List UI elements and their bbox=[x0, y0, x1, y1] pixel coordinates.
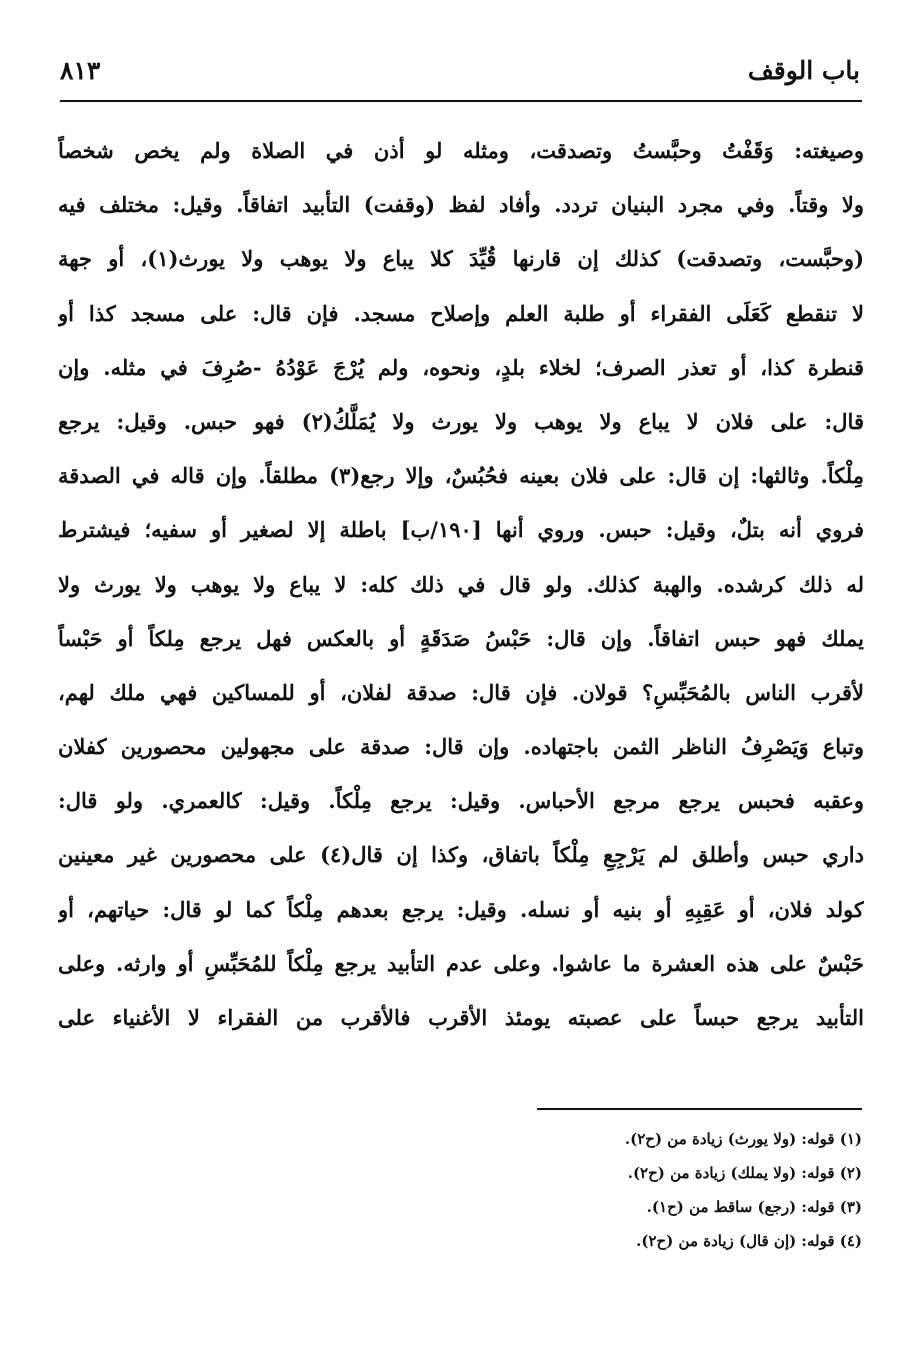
text-line: لأقرب الناس بالمُحَبِّسِ؟ قولان. فإن قال: صدقة لفلان، أو للمساكين فهي ملك لهم، bbox=[58, 679, 864, 705]
text-line: وتباع وَيَصْرِفُ الناظر الثمن باجتهاده. وإن قال: صدقة على مجهولين محصورين كفلان bbox=[58, 734, 864, 760]
footnote: (٤) قوله: (إن قال) زيادة من (ح٢). bbox=[636, 1232, 862, 1250]
chapter-title: باب الوقف bbox=[747, 56, 860, 85]
text-line: وصيغته: وَقَفْتُ وحبَّستُ وتصدقت، ومثله لو أذن في الصلاة ولم يخص شخصاً bbox=[58, 138, 864, 163]
text-line: قنطرة كذا، أو تعذر الصرف؛ لخلاء بلدٍ، ونحوه، ولم يُرْجَ عَوْدُهُ -صُرِفَ في مثله. وإن bbox=[58, 354, 864, 380]
text-line: ولا وقتاً. وفي مجرد البنيان تردد. وأفاد لفظ (وقفت) التأبيد اتفاقاً. وقيل: مختلف فيه bbox=[58, 192, 864, 218]
text-line: وعقبه فحبس يرجع مرجع الأحباس. وقيل: يرجع مِلْكاً. وقيل: كالعمري. ولو قال: bbox=[58, 788, 864, 814]
header-divider bbox=[60, 100, 862, 102]
text-line: يملك فهو حبس اتفاقاً. وإن قال: حَبْسُ صَدَقَةٍ أو بالعكس فهل يرجع مِلكاً أو حَبْساً bbox=[58, 625, 864, 651]
footnote: (٢) قوله: (ولا يملك) زيادة من (ح٢). bbox=[627, 1164, 862, 1182]
text-line: قال: على فلان لا يباع ولا يوهب ولا يورث ولا يُمَلَّكُ(٢) فهو حبس. وقيل: يرجع bbox=[58, 408, 864, 434]
text-line: (وحبَّست، وتصدقت) كذلك إن قارنها قُيِّدَ كلا يباع ولا يوهب ولا يورث(١)، أو جهة bbox=[58, 246, 864, 272]
text-line: داري حبس وأطلق لم يَرْجِعِ مِلْكاً باتفاق، وكذا إن قال(٤) على محصورين غير معينين bbox=[58, 842, 864, 868]
page-header bbox=[60, 52, 860, 96]
text-line: حَبْسٌ على هذه العشرة ما عاشوا. وعلى عدم التأبيد يرجع مِلْكاً للمُحَبِّسِ أو وارثه. وعلى bbox=[58, 950, 864, 976]
text-line: كولد فلان، أو عَقِبِهِ أو بنيه أو نسله. وقيل: يرجع بعدهم مِلْكاً كما لو قال: حياتهم، أو bbox=[58, 896, 864, 922]
text-line: لا تنقطع كَعَلَى الفقراء أو طلبة العلم وإصلاح مسجد. فإن قال: على مسجد كذا أو bbox=[58, 300, 864, 326]
text-line: فروي أنه بتلٌ، وقيل: حبس. وروي أنها [١٩٠/ب] باطلة إلا لصغير أو سفيه؛ فيشترط bbox=[58, 517, 864, 543]
footnote: (١) قوله: (ولا يورث) زيادة من (ح٢). bbox=[624, 1130, 862, 1148]
text-line: التأبيد يرجع حبساً على عصبته يومئذ الأقرب فالأقرب من الفقراء لا الأغنياء على bbox=[58, 1005, 864, 1030]
page-number: ٨١٣ bbox=[60, 56, 101, 85]
footnotes bbox=[442, 1122, 862, 1258]
text-line: مِلْكاً. وثالثها: إن قال: على فلان بعينه فحُبُسٌ، وإلا رجع(٣) مطلقاً. وإن قاله في الصدقة bbox=[58, 463, 864, 489]
footnote: (٣) قوله: (رجع) ساقط من (ح١). bbox=[646, 1198, 862, 1216]
main-text bbox=[58, 124, 864, 1045]
footnote-divider bbox=[537, 1108, 862, 1110]
text-line: له ذلك كرشده. والهبة كذلك. ولو قال في ذلك كله: لا يباع ولا يوهب ولا يورث ولا bbox=[58, 571, 864, 597]
